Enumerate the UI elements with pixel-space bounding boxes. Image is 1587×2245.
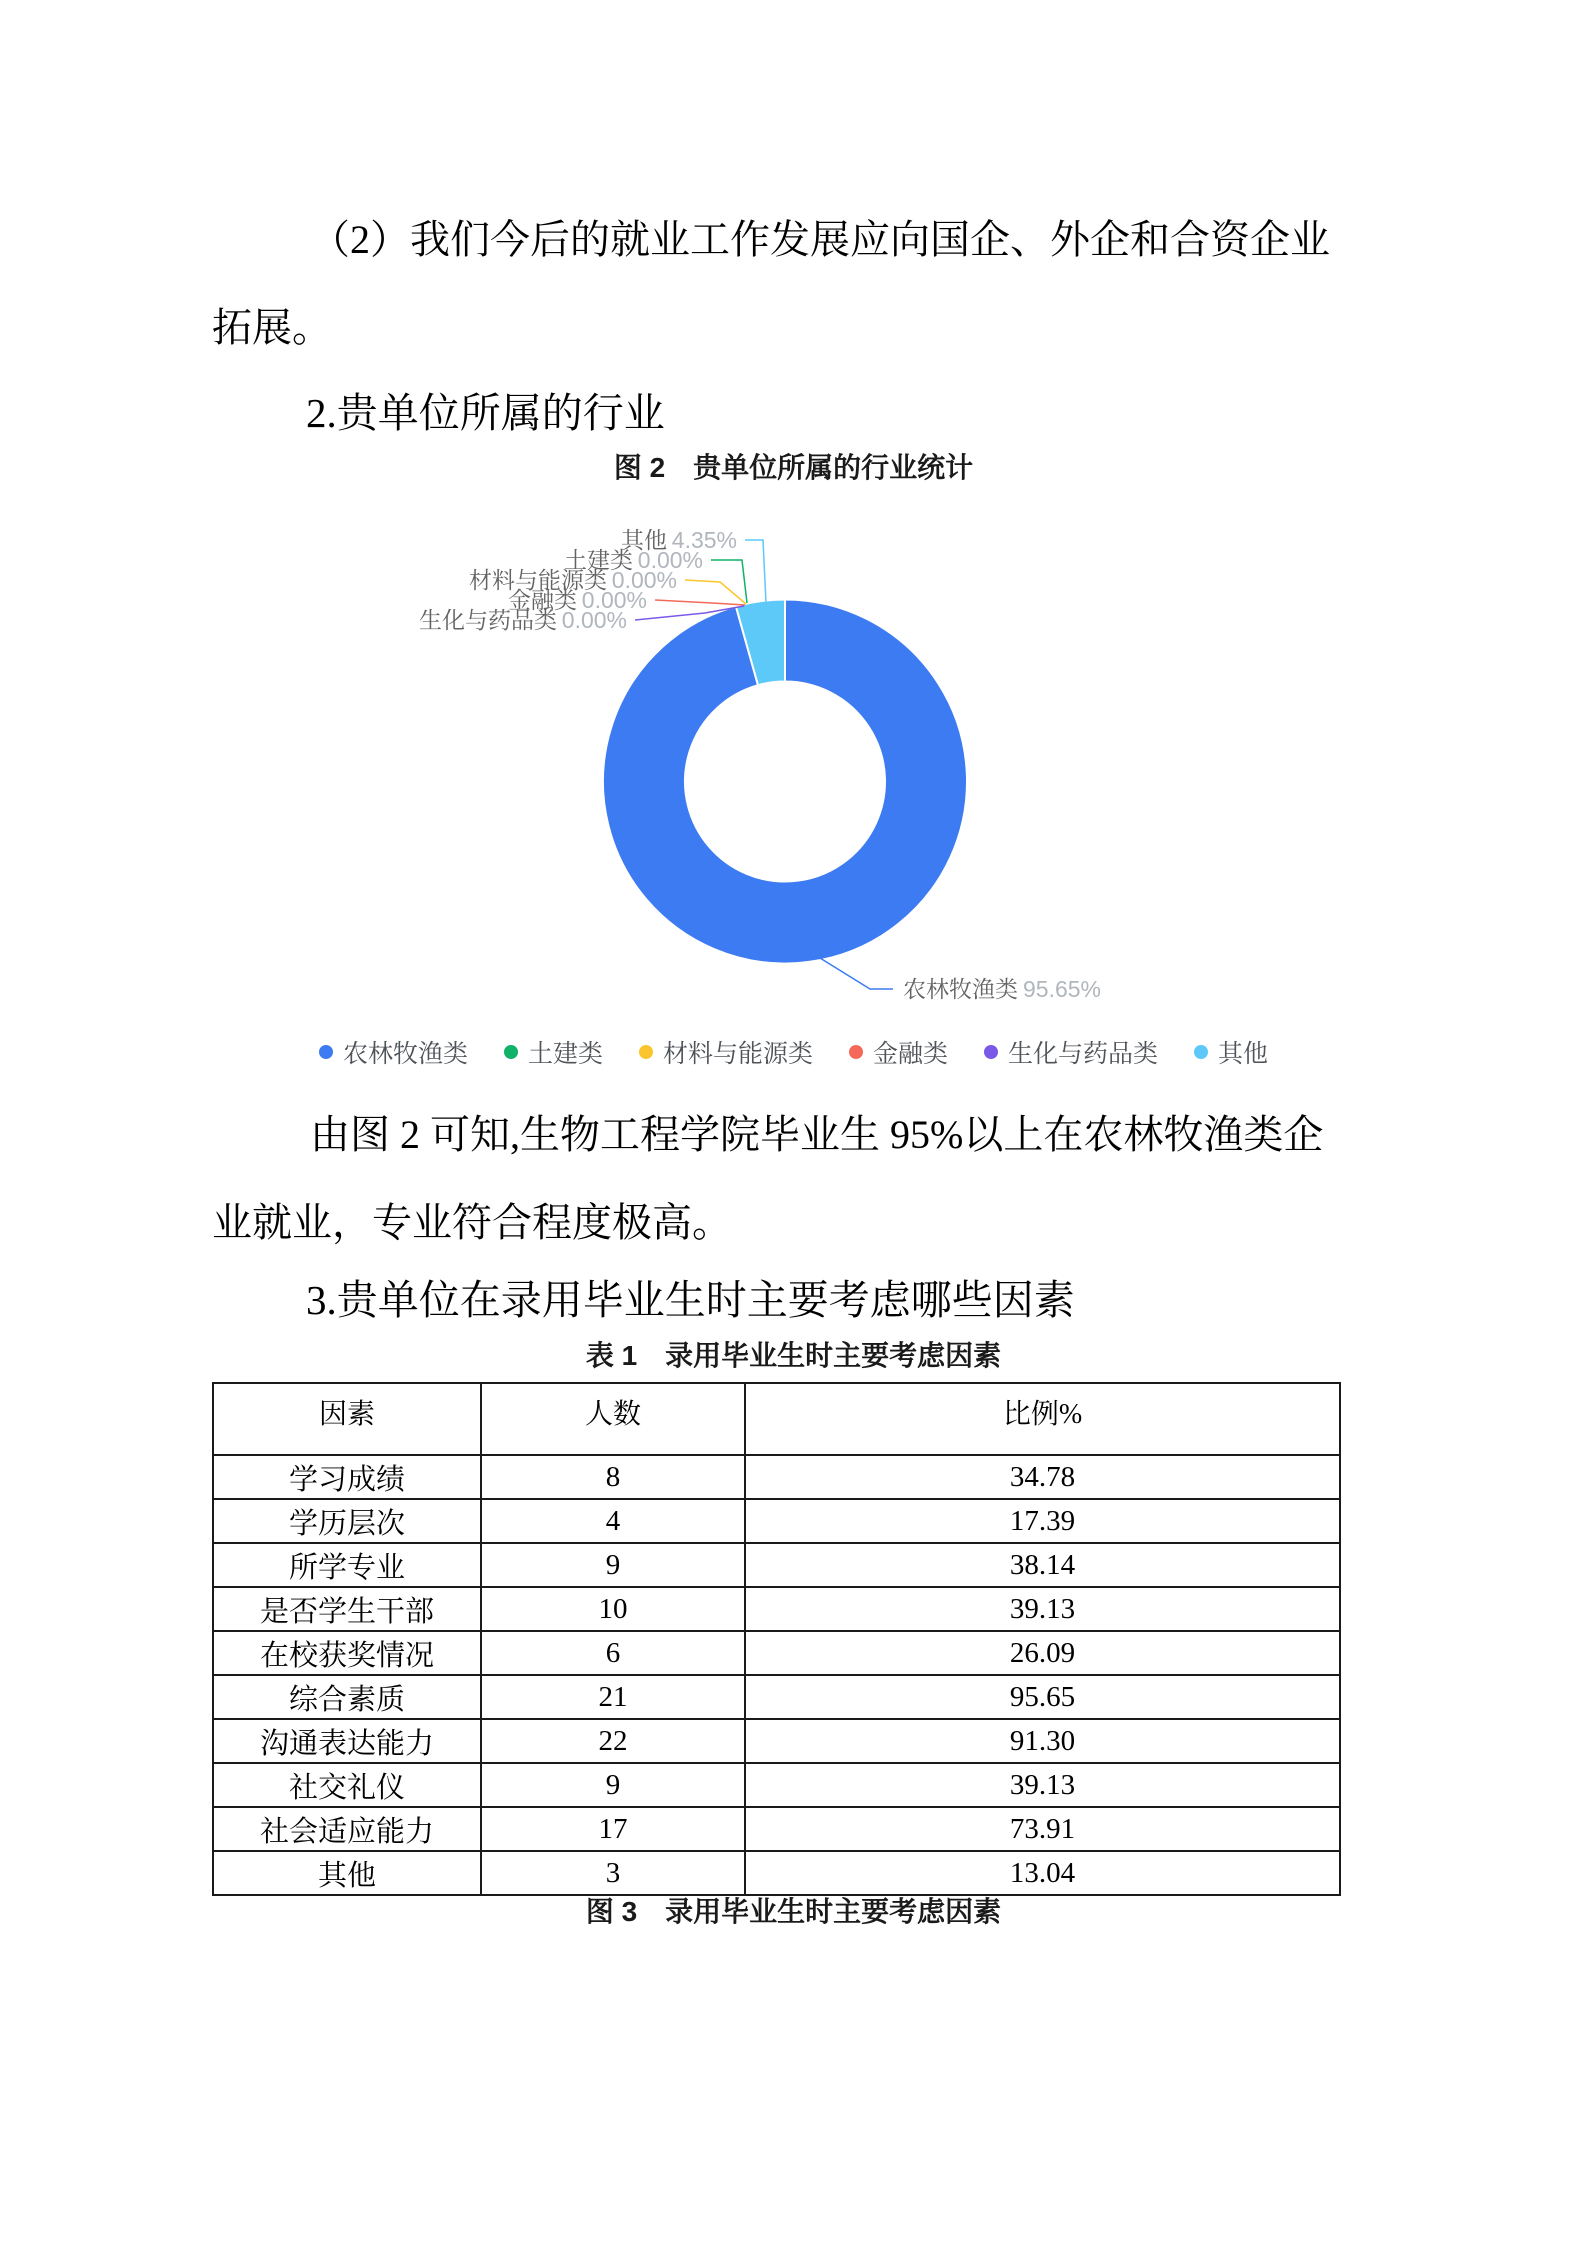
cell-count: 10: [481, 1587, 745, 1631]
section-heading-3: 3.贵单位在录用毕业生时主要考虑哪些因素: [306, 1277, 1075, 1323]
callout-value-agriculture: 95.65%: [1023, 976, 1102, 1002]
legend-label: 金融类: [873, 1040, 949, 1068]
cell-percent: 39.13: [745, 1763, 1340, 1807]
figure-2-caption: 图 2 贵单位所属的行业统计: [613, 452, 974, 483]
cell-factor: 学习成绩: [213, 1455, 481, 1499]
legend-item-materials: [639, 1034, 813, 1070]
legend-swatch-construction: [504, 1045, 518, 1059]
table-1-caption: 表 1 录用毕业生时主要考虑因素: [585, 1340, 1002, 1371]
legend-item-biopharma: [984, 1034, 1158, 1070]
cell-factor: 所学专业: [213, 1543, 481, 1587]
leader-line-finance: [655, 600, 745, 605]
cell-factor: 学历层次: [213, 1499, 481, 1543]
legend-item-construction: [504, 1034, 603, 1070]
table-header-row: [213, 1383, 1340, 1455]
header-factor: 因素: [213, 1383, 481, 1455]
cell-count: 4: [481, 1499, 745, 1543]
callout-value-finance: 0.00%: [581, 587, 647, 613]
legend-item-other: [1194, 1034, 1268, 1070]
table-row: [213, 1587, 1340, 1631]
paragraph-1-line-1: （2）我们今后的就业工作发展应向国企、外企和合资企业: [310, 217, 1330, 262]
legend-swatch-biopharma: [984, 1045, 998, 1059]
table-row: [213, 1763, 1340, 1807]
callout-name-materials: 材料与能源类: [469, 567, 607, 593]
legend-swatch-materials: [639, 1045, 653, 1059]
table-row: [213, 1675, 1340, 1719]
paragraph-1-line-2: 拓展。: [212, 305, 332, 350]
cell-percent: 95.65: [745, 1675, 1340, 1719]
table-row: [213, 1851, 1340, 1895]
cell-count: 17: [481, 1807, 745, 1851]
callout-name-construction: 土建类: [564, 547, 633, 573]
cell-percent: 26.09: [745, 1631, 1340, 1675]
legend-label: 土建类: [527, 1040, 603, 1068]
cell-factor: 综合素质: [213, 1675, 481, 1719]
cell-percent: 91.30: [745, 1719, 1340, 1763]
legend-item-agriculture: [319, 1034, 468, 1070]
figure-3-caption: 图 3 录用毕业生时主要考虑因素: [585, 1896, 1002, 1927]
callout-value-materials: 0.00%: [611, 567, 677, 593]
legend-label: 其他: [1218, 1040, 1269, 1068]
callout-name-finance: 金融类: [508, 587, 577, 613]
table-row: [213, 1543, 1340, 1587]
cell-percent: 73.91: [745, 1807, 1340, 1851]
cell-factor: 是否学生干部: [213, 1587, 481, 1631]
factors-table: [212, 1382, 1341, 1896]
cell-count: 9: [481, 1543, 745, 1587]
cell-percent: 17.39: [745, 1499, 1340, 1543]
cell-count: 9: [481, 1763, 745, 1807]
donut-slices: [603, 600, 967, 964]
table-row: [213, 1719, 1340, 1763]
leader-line-agriculture: [820, 958, 893, 989]
cell-count: 21: [481, 1675, 745, 1719]
table-row: [213, 1807, 1340, 1851]
cell-factor: 社会适应能力: [213, 1807, 481, 1851]
cell-factor: 沟通表达能力: [213, 1719, 481, 1763]
industry-donut-chart: [250, 495, 1350, 1015]
chart-legend: [212, 1036, 1375, 1068]
legend-label: 农林牧渔类: [342, 1040, 468, 1068]
cell-percent: 13.04: [745, 1851, 1340, 1895]
paragraph-2-line-2: 业就业，专业符合程度极高。: [212, 1200, 732, 1245]
table-row: [213, 1499, 1340, 1543]
callout-value-biopharma: 0.00%: [561, 607, 627, 633]
section-heading-2: 2.贵单位所属的行业: [306, 390, 665, 436]
legend-swatch-other: [1194, 1045, 1208, 1059]
cell-percent: 34.78: [745, 1455, 1340, 1499]
cell-factor: 其他: [213, 1851, 481, 1895]
legend-swatch-agriculture: [319, 1045, 333, 1059]
callout-name-agriculture: 农林牧渔类: [903, 976, 1018, 1002]
paragraph-2-line-1: 由图 2 可知,生物工程学院毕业生 95%以上在农林牧渔类企: [310, 1112, 1324, 1157]
cell-count: 3: [481, 1851, 745, 1895]
cell-factor: 在校获奖情况: [213, 1631, 481, 1675]
callout-name-biopharma: 生化与药品类: [419, 607, 557, 633]
legend-item-finance: [849, 1034, 948, 1070]
callout-value-other: 4.35%: [671, 527, 737, 553]
header-count: 人数: [481, 1383, 745, 1455]
callout-value-construction: 0.00%: [637, 547, 703, 573]
donut-chart-svg: [250, 495, 1350, 1015]
leader-line-materials: [685, 580, 746, 604]
legend-label: 材料与能源类: [662, 1040, 813, 1068]
legend-swatch-finance: [849, 1045, 863, 1059]
callout-name-other: 其他: [621, 527, 667, 553]
header-percent: 比例%: [745, 1383, 1340, 1455]
legend-label: 生化与药品类: [1008, 1040, 1159, 1068]
cell-count: 22: [481, 1719, 745, 1763]
cell-count: 6: [481, 1631, 745, 1675]
cell-count: 8: [481, 1455, 745, 1499]
cell-factor: 社交礼仪: [213, 1763, 481, 1807]
table-row: [213, 1631, 1340, 1675]
cell-percent: 38.14: [745, 1543, 1340, 1587]
cell-percent: 39.13: [745, 1587, 1340, 1631]
leader-line-other: [745, 540, 766, 603]
table-row: [213, 1455, 1340, 1499]
